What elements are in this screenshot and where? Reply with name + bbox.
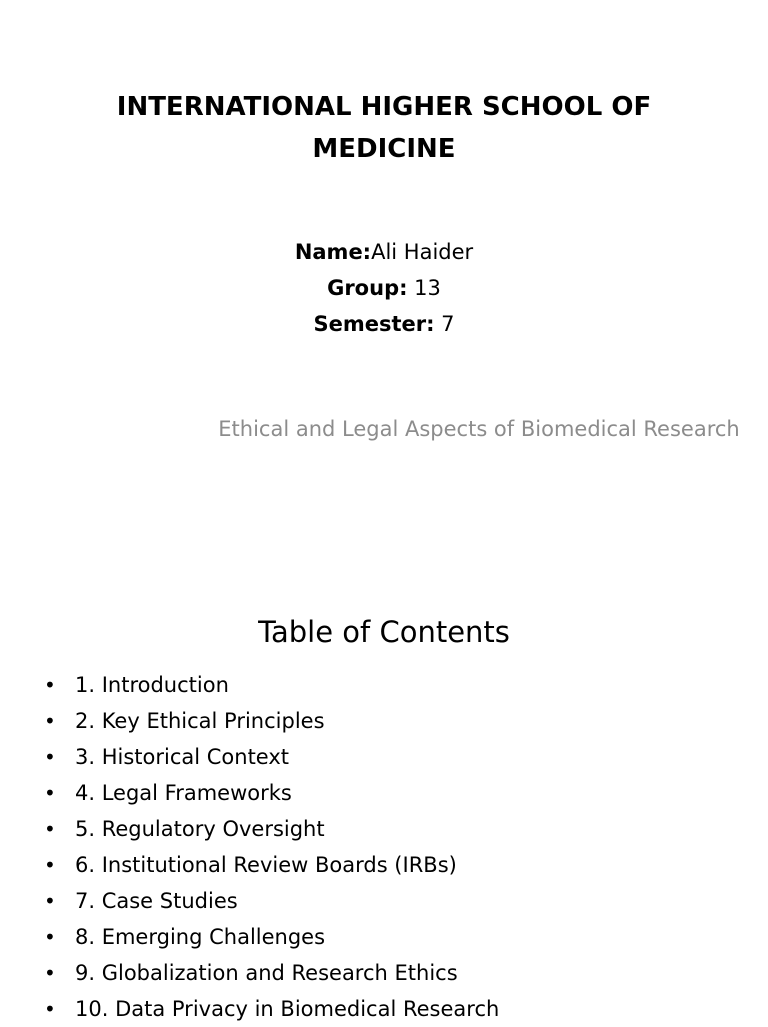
toc-item	[44, 703, 499, 739]
toc-item	[44, 775, 499, 811]
student-info	[0, 234, 768, 342]
toc-title: Table of Contents	[258, 615, 510, 649]
bullet-icon: •	[44, 781, 56, 805]
table-of-contents-slide	[0, 512, 768, 1024]
toc-item-label: 5. Regulatory Oversight	[75, 817, 325, 841]
toc-item	[44, 667, 499, 703]
toc-item	[44, 919, 499, 955]
toc-item	[44, 811, 499, 847]
group-row	[0, 270, 768, 306]
toc-item	[44, 991, 499, 1027]
toc-item	[44, 883, 499, 919]
bullet-icon: •	[44, 997, 56, 1021]
bullet-icon: •	[44, 925, 56, 949]
toc-item-label: 1. Introduction	[75, 673, 229, 697]
toc-item	[44, 955, 499, 991]
bullet-icon: •	[44, 673, 56, 697]
group-label: Group:	[327, 276, 408, 300]
bullet-icon: •	[44, 817, 56, 841]
student-name-row	[0, 234, 768, 270]
toc-item-label: 3. Historical Context	[75, 745, 290, 769]
presentation-topic: Ethical and Legal Aspects of Biomedical Research	[218, 417, 740, 441]
toc-item	[44, 847, 499, 883]
semester-value: 7	[434, 312, 455, 336]
bullet-icon: •	[44, 961, 56, 985]
semester-row	[0, 306, 768, 342]
toc-item-label: 9. Globalization and Research Ethics	[75, 961, 458, 985]
toc-item-label: 7. Case Studies	[75, 889, 238, 913]
bullet-icon: •	[44, 853, 56, 877]
toc-item-label: 6. Institutional Review Boards (IRBs)	[75, 853, 457, 877]
name-label: Name:	[294, 240, 372, 264]
toc-item-label: 2. Key Ethical Principles	[75, 709, 325, 733]
bullet-icon: •	[44, 745, 56, 769]
bullet-icon: •	[44, 709, 56, 733]
name-value: Ali Haider	[371, 240, 474, 264]
school-title	[0, 86, 768, 170]
toc-item-label: 4. Legal Frameworks	[75, 781, 292, 805]
bullet-icon: •	[44, 889, 56, 913]
group-value: 13	[407, 276, 441, 300]
toc-item	[44, 739, 499, 775]
school-title-line1: INTERNATIONAL HIGHER SCHOOL OF	[116, 92, 652, 122]
toc-item-label: 8. Emerging Challenges	[75, 925, 326, 949]
toc-item-label: 10. Data Privacy in Biomedical Research	[75, 997, 500, 1021]
semester-label: Semester:	[313, 312, 435, 336]
toc-list	[44, 667, 499, 1027]
school-title-line2: MEDICINE	[312, 134, 456, 164]
title-slide	[0, 0, 768, 512]
